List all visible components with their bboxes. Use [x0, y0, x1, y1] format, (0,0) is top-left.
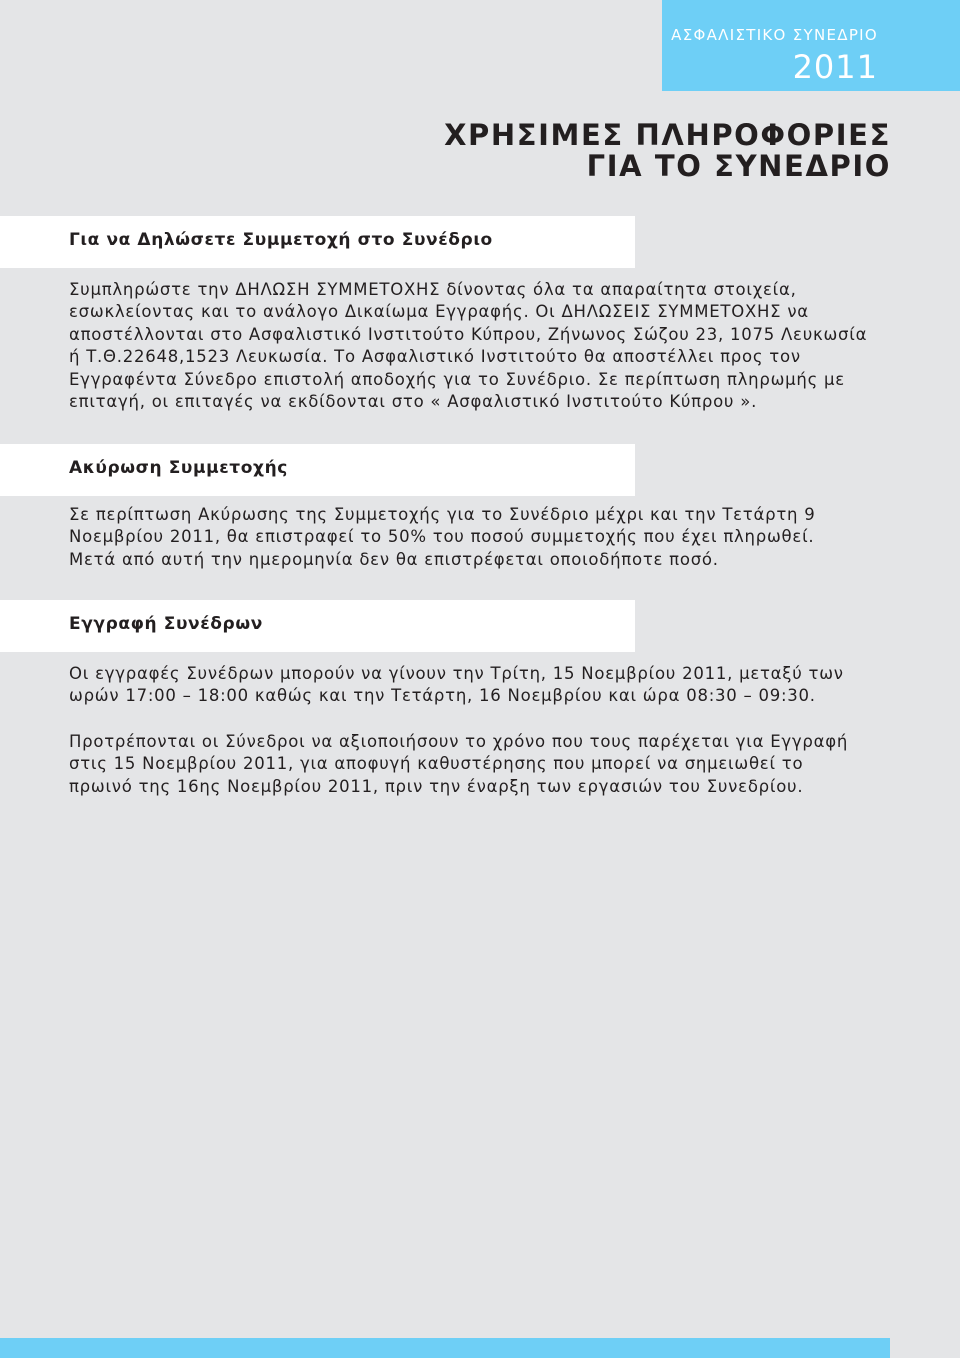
paragraph-line: στις 15 Νοεμβρίου 2011, για αποφυγή καθυστέρησης που μπορεί να σημειωθεί το: [69, 754, 804, 774]
section-title: Εγγραφή Συνέδρων: [69, 614, 263, 634]
page-title-line-1: ΧΡΗΣΙΜΕΣ ΠΛΗΡΟΦΟΡΙΕΣ: [444, 118, 891, 152]
section-heading-cancellation: [0, 444, 635, 496]
paragraph-line: Εγγραφέντα Σύνεδρο επιστολή αποδοχής για το Συνέδριο. Σε περίπτωση πληρωμής με: [69, 369, 845, 389]
paragraph-line: Μετά από αυτή την ημερομηνία δεν θα επιστρέφεται οποιοδήποτε ποσό.: [69, 549, 719, 569]
header-badge: [662, 0, 960, 91]
paragraph-line: Σε περίπτωση Ακύρωσης της Συμμετοχής για το Συνέδριο μέχρι και την Τετάρτη 9: [69, 505, 816, 524]
registration-paragraph: [69, 279, 889, 413]
cancellation-paragraph: [69, 504, 889, 571]
conference-year: 2011: [792, 48, 878, 86]
paragraph-line: Οι εγγραφές Συνέδρων μπορούν να γίνουν την Τρίτη, 15 Νοεμβρίου 2011, μεταξύ των: [69, 664, 844, 683]
page-title-line-2: ΓΙΑ ΤΟ ΣΥΝΕΔΡΙΟ: [586, 149, 891, 183]
paragraph-line: Νοεμβρίου 2011, θα επιστραφεί το 50% του ποσού συμμετοχής που έχει πληρωθεί.: [69, 527, 815, 547]
paragraph-line: Συμπληρώστε την ΔΗΛΩΣΗ ΣΥΜΜΕΤΟΧΗΣ δίνοντας όλα τα απαραίτητα στοιχεία,: [69, 280, 797, 299]
paragraph-line: εσωκλείοντας και το ανάλογο Δικαίωμα Εγγραφής. Οι ΔΗΛΩΣΕΙΣ ΣΥΜΜΕΤΟΧΗΣ να: [69, 302, 809, 322]
paragraph-line: Προτρέπονται οι Σύνεδροι να αξιοποιήσουν το χρόνο που τους παρέχεται για Εγγραφή: [69, 732, 849, 751]
conference-subtitle: ΑΣΦΑΛΙΣΤΙΚΟ ΣΥΝΕΔΡΙΟ: [671, 26, 878, 44]
paragraph-line: επιταγή, οι επιταγές να εκδίδονται στο « Ασφαλιστικό Ινστιτούτο Κύπρου ».: [69, 392, 758, 412]
section-heading-delegate-registration: [0, 600, 635, 652]
paragraph-line: πρωινό της 16ης Νοεμβρίου 2011, πριν την έναρξη των εργασιών του Συνεδρίου.: [69, 776, 804, 796]
section-heading-registration: [0, 216, 635, 268]
registration-advice-paragraph: [69, 731, 889, 798]
paragraph-line: ωρών 17:00 – 18:00 καθώς και την Τετάρτη, 16 Νοεμβρίου και ώρα 08:30 – 09:30.: [69, 686, 816, 706]
footer-accent-bar: [0, 1338, 890, 1358]
registration-times-paragraph: [69, 663, 889, 708]
section-title: Ακύρωση Συμμετοχής: [69, 458, 288, 478]
page-title: [444, 120, 891, 182]
paragraph-line: ή Τ.Θ.22648,1523 Λευκωσία. Το Ασφαλιστικό Ινστιτούτο θα αποστέλλει προς τον: [69, 347, 801, 367]
paragraph-line: αποστέλλονται στο Ασφαλιστικό Ινστιτούτο Κύπρου, Ζήνωνος Σώζου 23, 1075 Λευκωσία: [69, 324, 868, 344]
section-title: Για να Δηλώσετε Συμμετοχή στο Συνέδριο: [69, 230, 493, 250]
